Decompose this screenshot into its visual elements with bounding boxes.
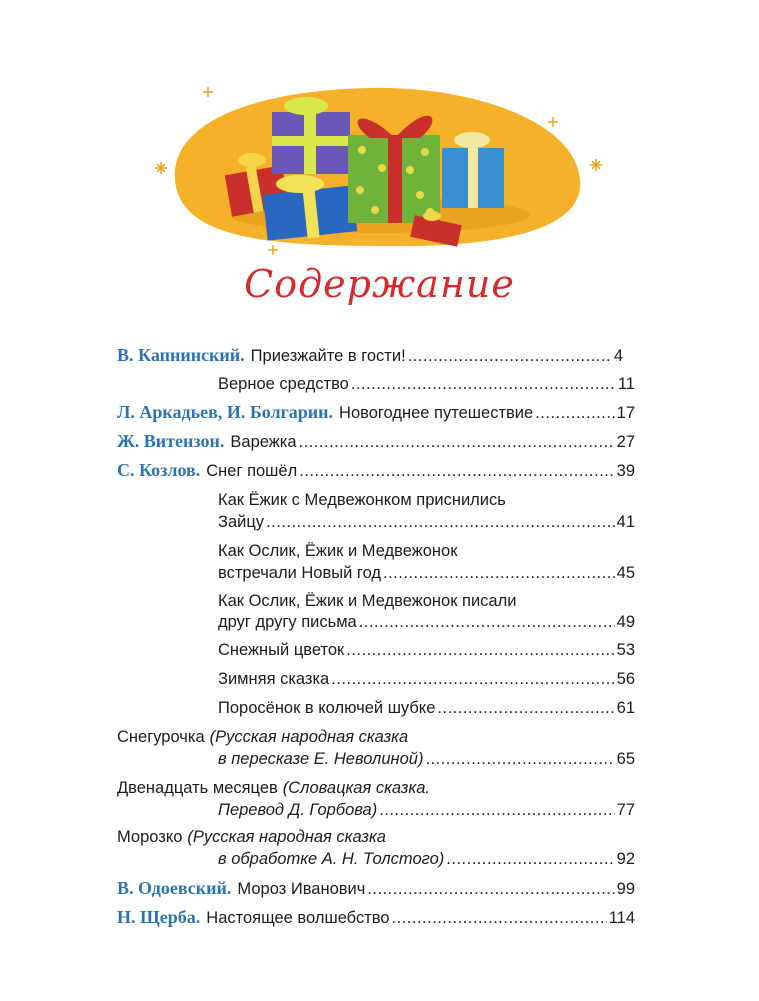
dot-leader	[379, 800, 614, 820]
dot-leader	[367, 879, 614, 899]
toc-entry-line1	[117, 727, 408, 747]
dot-leader	[331, 669, 614, 689]
toc-entry-line1	[218, 541, 457, 561]
toc-title: Поросёнок в колючей шубке	[218, 699, 436, 717]
toc-title: Как Ослик, Ёжик и Медвежонок	[218, 542, 458, 560]
page-title: Содержание	[244, 262, 515, 306]
toc-page-number: 114	[608, 909, 635, 927]
dot-leader	[346, 640, 614, 660]
toc-entry-line1	[218, 591, 516, 611]
toc-page-number: 65	[616, 750, 635, 768]
toc-author: Л. Аркадьев, И. Болгарин.	[117, 402, 334, 422]
toc-page-number: 4	[613, 347, 623, 365]
toc-author: В. Капнинский.	[117, 345, 245, 365]
toc-title: Зайцу	[218, 513, 265, 531]
toc-note: в обработке А. Н. Толстого)	[218, 850, 445, 868]
toc-entry-line1	[218, 490, 506, 510]
dot-leader	[535, 403, 614, 423]
toc-entry	[218, 749, 635, 769]
toc-entry	[218, 374, 635, 394]
toc-page-number: 45	[616, 564, 635, 582]
toc-title: Морозко	[117, 828, 183, 846]
toc-entry	[218, 512, 635, 532]
toc-entry	[218, 849, 635, 869]
toc-title: Снежный цветок	[218, 641, 345, 659]
toc-title: Новогоднее путешествие	[339, 404, 534, 422]
toc-note: (Русская народная сказка	[187, 828, 386, 846]
toc-title: Мороз Иванович	[237, 880, 366, 898]
dot-leader	[299, 432, 615, 452]
toc-entry	[218, 669, 635, 689]
toc-author: С. Козлов.	[117, 460, 201, 480]
toc-author: Ж. Витензон.	[117, 431, 225, 451]
dot-leader	[408, 346, 612, 366]
dot-leader	[437, 698, 614, 718]
toc-entry-line1	[117, 827, 386, 847]
dot-leader	[359, 612, 615, 632]
toc-entry-line1	[117, 778, 430, 798]
dot-leader	[425, 749, 614, 769]
toc-entry	[117, 345, 623, 366]
toc-page-number: 56	[616, 670, 635, 688]
toc-entry	[218, 563, 635, 583]
toc-note: (Словацкая сказка.	[282, 779, 430, 797]
toc-page-number: 92	[616, 850, 635, 868]
toc-page-number: 11	[617, 375, 635, 393]
toc-entry	[218, 612, 635, 632]
toc-page-number: 49	[616, 613, 635, 631]
toc-entry	[117, 460, 635, 481]
toc-entry	[117, 402, 635, 423]
toc-note: (Русская народная сказка	[209, 728, 409, 746]
toc-title: Как Ёжик с Медвежонком приснились	[218, 491, 506, 509]
toc-title: Варежка	[230, 433, 297, 451]
toc-title: Двенадцать месяцев	[117, 779, 278, 797]
toc-entry	[218, 640, 635, 660]
dot-leader	[446, 849, 614, 869]
toc-note: Перевод Д. Горбова)	[218, 801, 378, 819]
toc-page-number: 27	[616, 433, 635, 451]
toc-title: Настоящее волшебство	[206, 909, 390, 927]
toc-title: друг другу письма	[218, 613, 357, 631]
dot-leader	[392, 908, 607, 928]
toc-page-number: 17	[616, 404, 635, 422]
toc-title: Снег пошёл	[206, 462, 298, 480]
toc-entry	[218, 698, 635, 718]
toc-entry	[117, 878, 635, 899]
toc-title: встречали Новый год	[218, 564, 382, 582]
toc-note: в пересказе Е. Неволиной)	[218, 750, 424, 768]
dot-leader	[266, 512, 615, 532]
toc-author: Н. Щерба.	[117, 907, 201, 927]
toc-page-number: 99	[616, 880, 635, 898]
dot-leader	[299, 461, 614, 481]
toc-author: В. Одоевский.	[117, 878, 232, 898]
toc-title: Зимняя сказка	[218, 670, 330, 688]
toc-page-number: 41	[616, 513, 635, 531]
toc-entry	[117, 431, 635, 452]
dot-leader	[351, 374, 616, 394]
toc-title: Как Ослик, Ёжик и Медвежонок писали	[218, 592, 517, 610]
toc-page-number: 39	[616, 462, 635, 480]
toc-title: Снегурочка	[117, 728, 205, 746]
toc-entry	[117, 907, 635, 928]
toc-title: Приезжайте в гости!	[250, 347, 406, 365]
toc-title: Верное средство	[218, 375, 349, 393]
dot-leader	[383, 563, 615, 583]
toc-entry	[218, 800, 635, 820]
toc-page-number: 61	[616, 699, 635, 717]
toc-page-number: 53	[616, 641, 635, 659]
toc-page-number: 77	[616, 801, 635, 819]
